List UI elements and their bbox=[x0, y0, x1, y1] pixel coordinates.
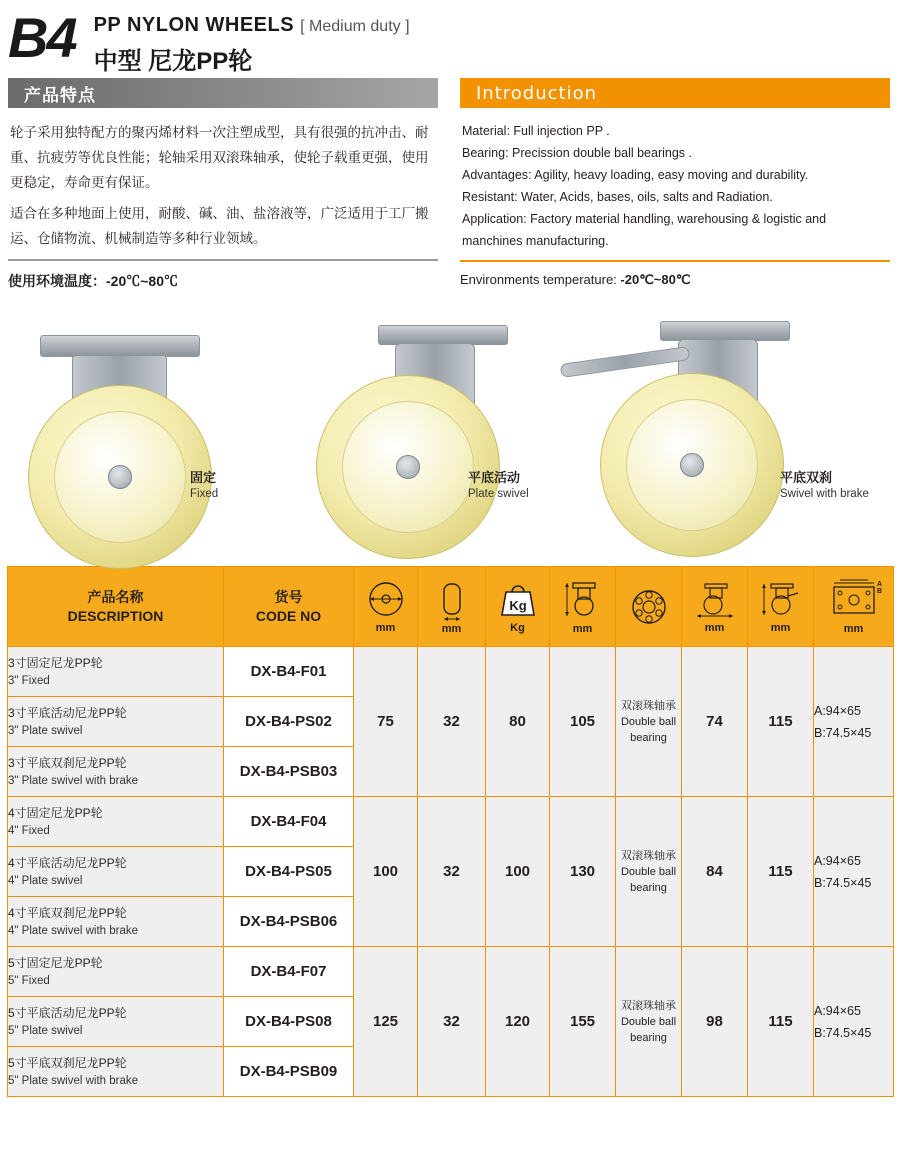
value-height: 105 bbox=[550, 647, 616, 797]
svg-text:A: A bbox=[876, 580, 882, 588]
value-diameter: 75 bbox=[354, 647, 418, 797]
bearing-cn: 双滚珠轴承 bbox=[621, 849, 676, 862]
value-load: 100 bbox=[486, 797, 550, 947]
bearing-en: Double ball bearing bbox=[620, 1015, 677, 1044]
mounting-plate bbox=[660, 321, 790, 341]
features-paragraph-1: 轮子采用独特配方的聚丙烯材料一次注塑成型，具有很强的抗冲击、耐重、抗疲劳等优良性能；轮轴采用双滚珠轴承，使轮子载重更强，使用更稳定，寿命更有保证。 bbox=[10, 125, 429, 190]
intro-line-4: Resistant: Water, Acids, bases, oils, salts and Radiation. bbox=[462, 190, 773, 204]
unit-load: Kg bbox=[510, 621, 525, 634]
product-name-en: 3" Plate swivel with brake bbox=[8, 774, 138, 787]
header-code-cn: 货号 bbox=[274, 588, 303, 605]
header-wheel-diameter bbox=[354, 567, 418, 647]
temperature-en bbox=[460, 262, 890, 288]
caster-fixed-image bbox=[10, 307, 260, 522]
unit-brake: mm bbox=[770, 621, 791, 634]
product-code-cell: DX-B4-F01 bbox=[224, 647, 354, 697]
value-swivel: 74 bbox=[682, 647, 748, 797]
product-name-cn: 4寸固定尼龙PP轮 bbox=[8, 805, 103, 820]
value-bearing bbox=[616, 797, 682, 947]
photo-plate-swivel bbox=[300, 307, 550, 522]
plate-size-icon bbox=[824, 579, 884, 621]
brake-icon bbox=[758, 580, 804, 620]
plate-a: A:94×65 bbox=[814, 703, 861, 718]
title-duty: [ Medium duty ] bbox=[300, 18, 410, 35]
unit-width: mm bbox=[441, 622, 462, 635]
unit-plate: mm bbox=[843, 622, 864, 635]
value-diameter: 125 bbox=[354, 947, 418, 1097]
page-header bbox=[0, 0, 900, 75]
left-column bbox=[8, 78, 438, 291]
product-name-en: 5" Plate swivel bbox=[8, 1024, 83, 1037]
value-width: 32 bbox=[418, 647, 486, 797]
temperature-cn: 使用环境温度：-20℃~80℃ bbox=[8, 273, 178, 289]
caption-fixed bbox=[190, 469, 218, 503]
value-load: 80 bbox=[486, 647, 550, 797]
product-code-cell: DX-B4-PS08 bbox=[224, 997, 354, 1047]
header-wheel-width bbox=[418, 567, 486, 647]
table-row bbox=[8, 797, 894, 847]
product-code-cell: DX-B4-PSB03 bbox=[224, 747, 354, 797]
svg-text:Kg: Kg bbox=[508, 597, 527, 613]
bearing-en: Double ball bearing bbox=[620, 865, 677, 894]
header-code-en: CODE NO bbox=[255, 607, 322, 624]
product-name-en: 5" Plate swivel with brake bbox=[8, 1074, 138, 1087]
wheel-diameter-icon bbox=[363, 580, 409, 620]
introduction-text bbox=[460, 108, 890, 252]
temperature-en-value: -20℃~80℃ bbox=[620, 272, 691, 287]
product-name-en: 5" Fixed bbox=[8, 974, 50, 987]
header-description-cn: 产品名称 bbox=[87, 588, 144, 605]
title-english bbox=[94, 14, 410, 37]
product-name-cn: 5寸固定尼龙PP轮 bbox=[8, 955, 103, 970]
caption-plate-swivel bbox=[468, 469, 529, 503]
product-name-cn: 4寸平底双刹尼龙PP轮 bbox=[8, 905, 127, 920]
table-header-row bbox=[8, 567, 894, 647]
value-bearing bbox=[616, 947, 682, 1097]
product-name-en: 3" Plate swivel bbox=[8, 724, 83, 737]
wheel-hub bbox=[396, 455, 420, 479]
photo-fixed bbox=[10, 307, 260, 522]
product-name-cell bbox=[8, 647, 224, 697]
header-load-capacity bbox=[486, 567, 550, 647]
photo-swivel-brake bbox=[600, 307, 880, 522]
product-name-cell bbox=[8, 1047, 224, 1097]
wheel-hub bbox=[680, 453, 704, 477]
bearing-cn: 双滚珠轴承 bbox=[621, 699, 676, 712]
product-code-cell: DX-B4-PSB06 bbox=[224, 897, 354, 947]
intro-line-2: Bearing: Precission double ball bearings . bbox=[462, 146, 692, 160]
mounting-plate bbox=[40, 335, 200, 357]
product-name-cell bbox=[8, 747, 224, 797]
svg-text:B: B bbox=[876, 587, 882, 595]
intro-line-1: Material: Full injection PP . bbox=[462, 124, 610, 138]
product-name-cell bbox=[8, 797, 224, 847]
header-plate-size bbox=[814, 567, 894, 647]
title-block bbox=[94, 10, 410, 76]
plate-b: B:74.5×45 bbox=[814, 1025, 872, 1040]
temperature-en-label: Environments temperature: bbox=[460, 272, 621, 287]
product-name-en: 4" Plate swivel with brake bbox=[8, 924, 138, 937]
value-brake: 115 bbox=[748, 947, 814, 1097]
product-code-cell: DX-B4-PS05 bbox=[224, 847, 354, 897]
header-brake-height bbox=[748, 567, 814, 647]
plate-a: A:94×65 bbox=[814, 1003, 861, 1018]
unit-diameter: mm bbox=[375, 621, 396, 634]
mounting-plate bbox=[378, 325, 508, 345]
product-name-cn: 3寸平底活动尼龙PP轮 bbox=[8, 705, 127, 720]
product-name-cn: 5寸平底双刹尼龙PP轮 bbox=[8, 1055, 127, 1070]
bearing-en: Double ball bearing bbox=[620, 715, 677, 744]
header-code bbox=[224, 567, 354, 647]
features-bar: 产品特点 bbox=[8, 78, 438, 108]
brake-lever bbox=[560, 346, 691, 378]
value-swivel: 98 bbox=[682, 947, 748, 1097]
title-english-main: PP NYLON WHEELS bbox=[93, 14, 295, 36]
product-name-en: 3" Fixed bbox=[8, 674, 50, 687]
product-name-cn: 3寸平底双刹尼龙PP轮 bbox=[8, 755, 127, 770]
value-plate-size bbox=[814, 797, 894, 947]
value-brake: 115 bbox=[748, 647, 814, 797]
wheel-hub bbox=[108, 465, 132, 489]
features-text bbox=[8, 108, 438, 251]
intro-line-3: Advantages: Agility, heavy loading, easy moving and durability. bbox=[462, 168, 809, 182]
bearing-icon bbox=[628, 585, 670, 629]
title-chinese: 中型 尼龙PP轮 bbox=[93, 48, 253, 75]
value-bearing bbox=[616, 647, 682, 797]
introduction-section bbox=[0, 70, 900, 291]
value-plate-size bbox=[814, 647, 894, 797]
plate-b: B:74.5×45 bbox=[814, 875, 872, 890]
caption-swivel-cn: 平底活动 bbox=[468, 470, 521, 485]
value-width: 32 bbox=[418, 947, 486, 1097]
header-overall-height bbox=[550, 567, 616, 647]
product-name-en: 4" Plate swivel bbox=[8, 874, 83, 887]
caption-swivel-en: Plate swivel bbox=[468, 488, 529, 500]
table-row bbox=[8, 647, 894, 697]
specification-table bbox=[7, 566, 894, 1097]
swivel-radius-icon bbox=[691, 580, 739, 620]
product-code-cell: DX-B4-PSB09 bbox=[224, 1047, 354, 1097]
header-swivel-radius bbox=[682, 567, 748, 647]
intro-line-5: Application: Factory material handling, warehousing & logistic and manchines manufacturing. bbox=[462, 212, 827, 248]
product-name-cell bbox=[8, 847, 224, 897]
overall-height-icon bbox=[561, 579, 605, 621]
caption-fixed-en: Fixed bbox=[190, 488, 219, 500]
product-code-cell: DX-B4-F04 bbox=[224, 797, 354, 847]
value-diameter: 100 bbox=[354, 797, 418, 947]
value-height: 155 bbox=[550, 947, 616, 1097]
product-code-cell: DX-B4-F07 bbox=[224, 947, 354, 997]
value-load: 120 bbox=[486, 947, 550, 1097]
product-name-en: 4" Fixed bbox=[8, 824, 50, 837]
caption-brake-en: Swivel with brake bbox=[780, 488, 869, 500]
header-bearing bbox=[616, 567, 682, 647]
value-width: 32 bbox=[418, 797, 486, 947]
product-name-cell bbox=[8, 897, 224, 947]
wheel-width-icon bbox=[432, 579, 472, 621]
unit-swivel: mm bbox=[704, 621, 725, 634]
product-name-cn: 4寸平底活动尼龙PP轮 bbox=[8, 855, 127, 870]
value-brake: 115 bbox=[748, 797, 814, 947]
caption-fixed-cn: 固定 bbox=[190, 470, 217, 485]
value-plate-size bbox=[814, 947, 894, 1097]
value-swivel: 84 bbox=[682, 797, 748, 947]
product-name-cell bbox=[8, 997, 224, 1047]
product-photos bbox=[0, 307, 900, 562]
value-height: 130 bbox=[550, 797, 616, 947]
product-name-cell bbox=[8, 947, 224, 997]
unit-height: mm bbox=[572, 622, 593, 635]
caption-brake-cn: 平底双刹 bbox=[780, 470, 833, 485]
header-description-en: DESCRIPTION bbox=[67, 607, 164, 624]
header-description bbox=[8, 567, 224, 647]
bearing-cn: 双滚珠轴承 bbox=[621, 999, 676, 1012]
introduction-bar: Introduction bbox=[460, 78, 890, 108]
table-row bbox=[8, 947, 894, 997]
plate-a: A:94×65 bbox=[814, 853, 861, 868]
caption-swivel-brake bbox=[780, 469, 869, 503]
plate-b: B:74.5×45 bbox=[814, 725, 872, 740]
load-capacity-icon bbox=[496, 580, 540, 620]
features-paragraph-2: 适合在多种地面上使用，耐酸、碱、油、盐溶液等，广泛适用于工厂搬运、仓储物流、机械制造等多种行业领域。 bbox=[10, 206, 429, 246]
product-code-badge: B4 bbox=[8, 6, 76, 69]
product-name-cn: 3寸固定尼龙PP轮 bbox=[8, 655, 103, 670]
product-name-cell bbox=[8, 697, 224, 747]
product-code-cell: DX-B4-PS02 bbox=[224, 697, 354, 747]
product-name-cn: 5寸平底活动尼龙PP轮 bbox=[8, 1005, 127, 1020]
right-column bbox=[460, 78, 890, 291]
